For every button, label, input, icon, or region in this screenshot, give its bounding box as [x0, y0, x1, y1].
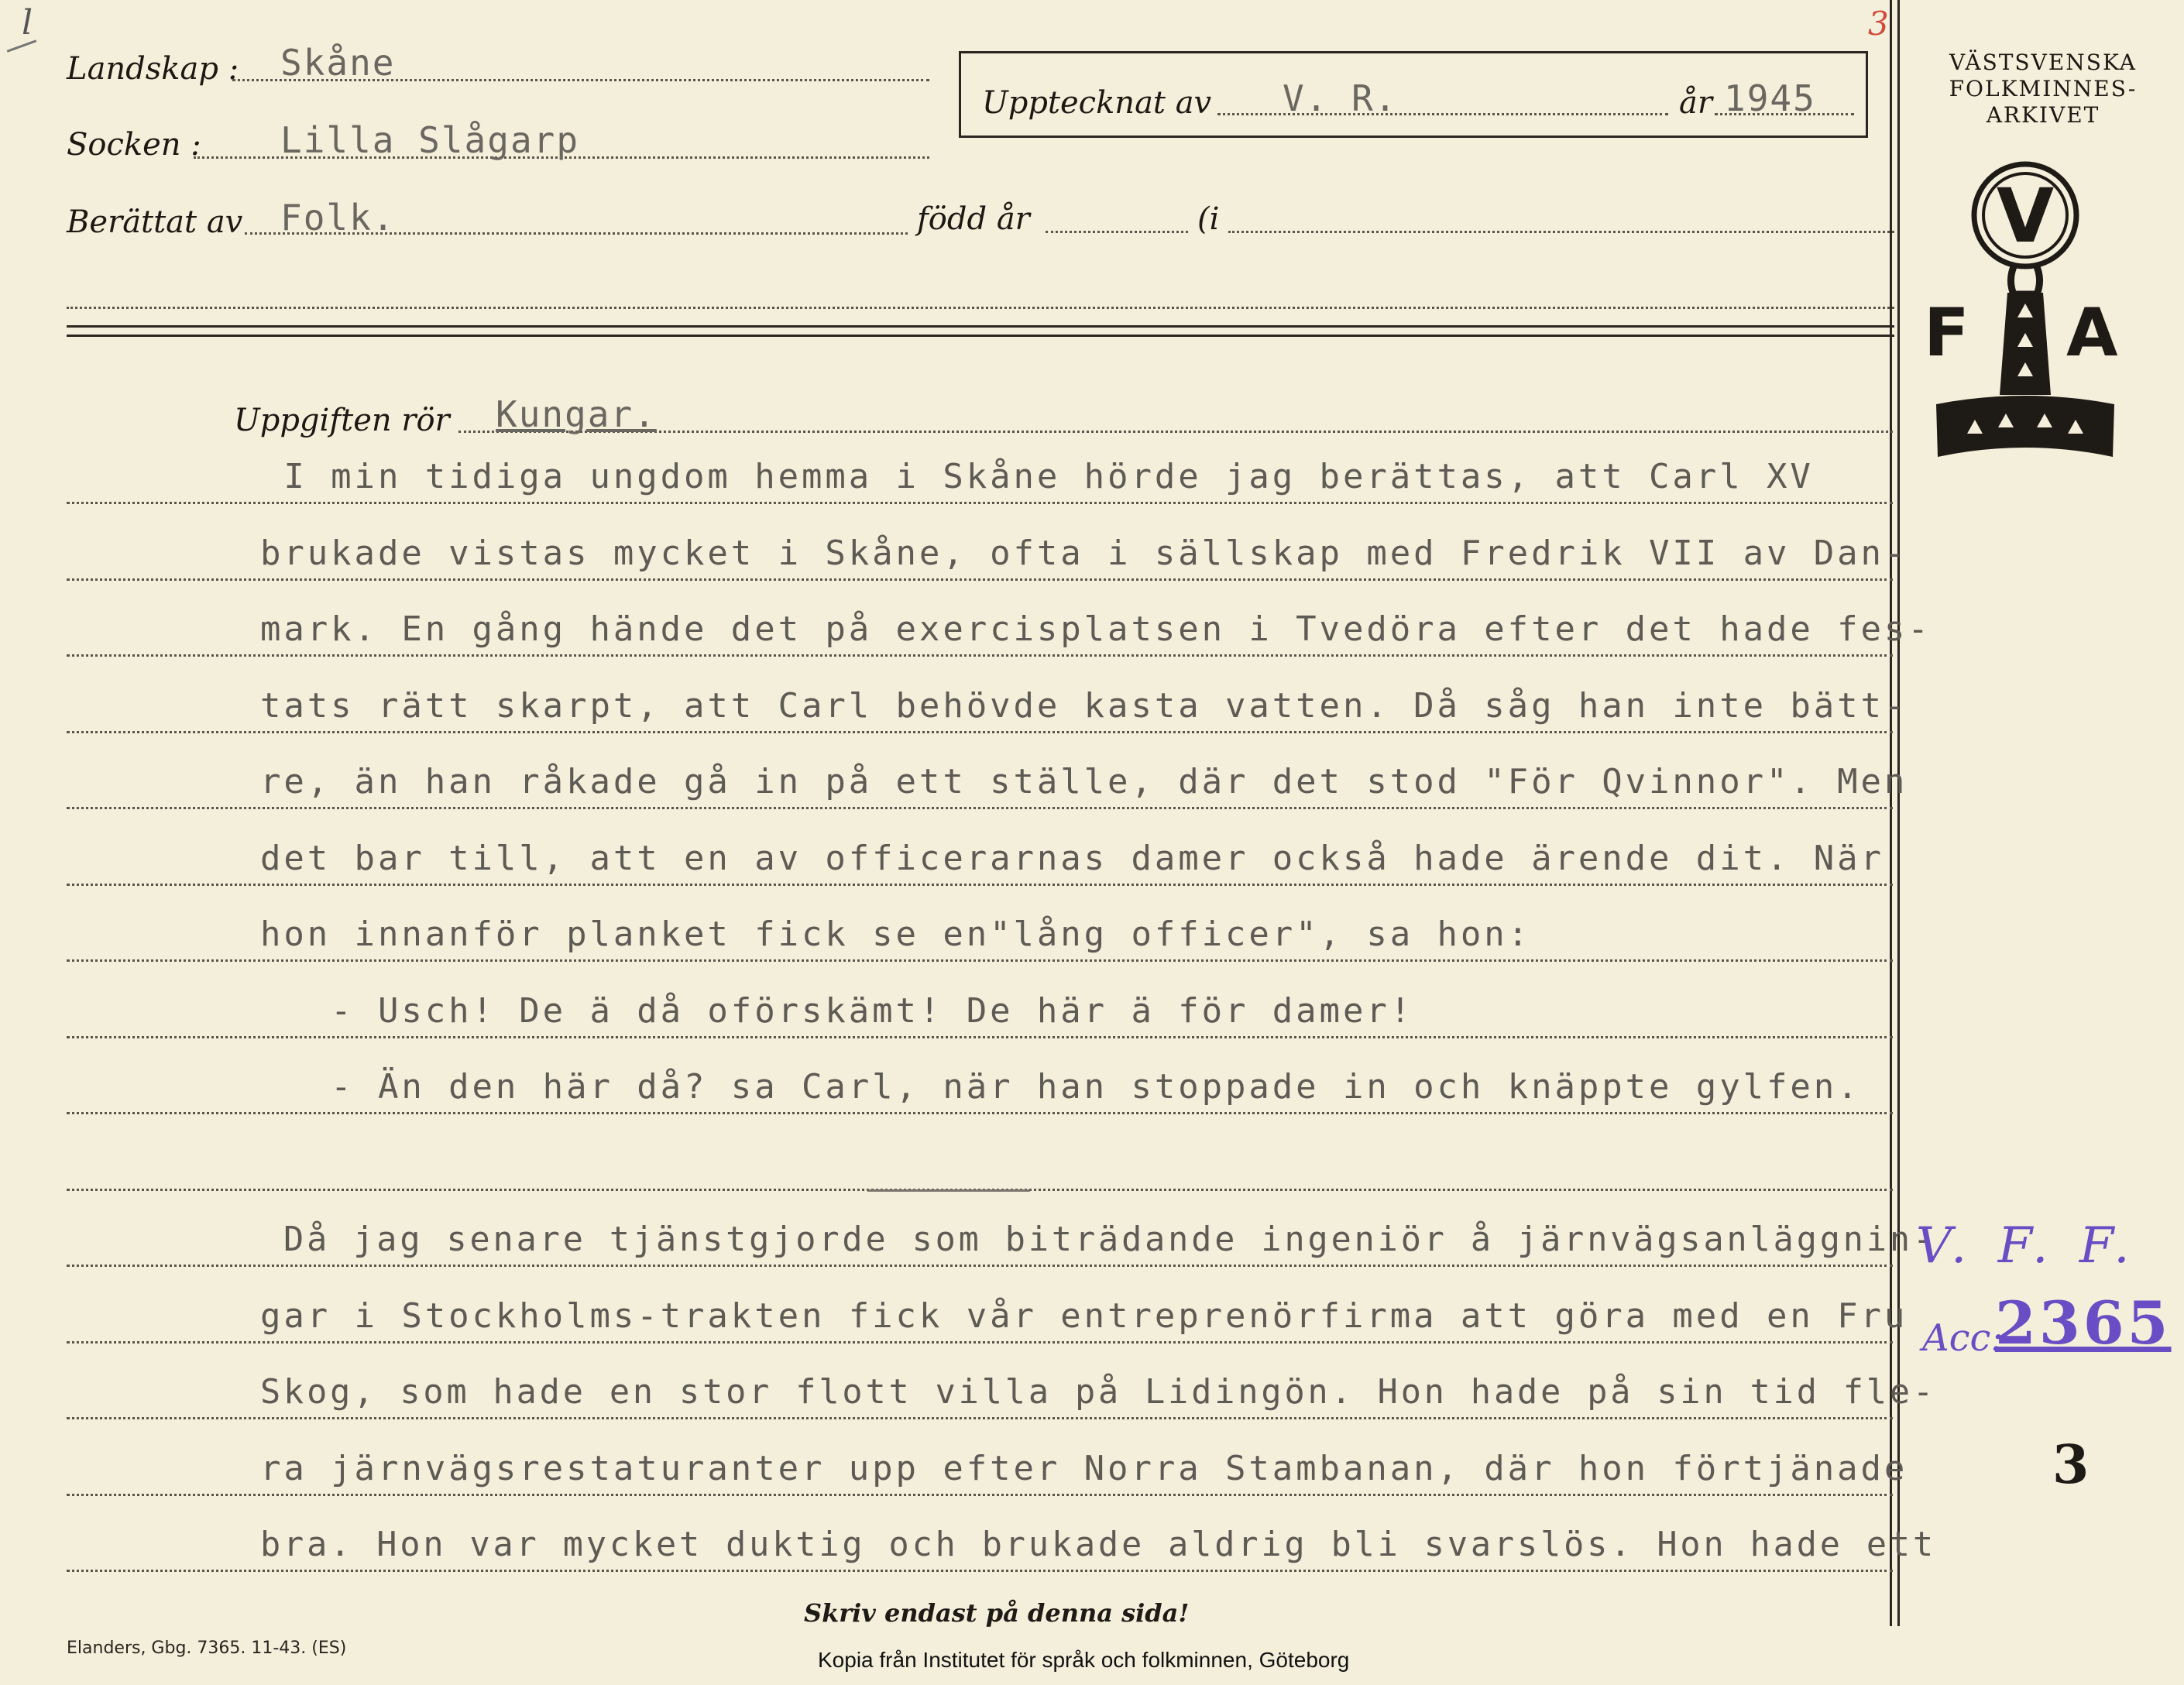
- berattat-label: Berättat av: [67, 204, 243, 240]
- separator-rule-bottom: [67, 335, 1894, 337]
- berattat-value: Folk.: [280, 197, 396, 239]
- body-line: bra. Hon var mycket duktig och brukade aldrig bli svarslös. Hon hade ett: [260, 1525, 1937, 1564]
- separator-rule-top: [67, 325, 1894, 328]
- ar-label: år: [1679, 85, 1712, 121]
- archive-name-line3: ARKIVET: [1986, 102, 2100, 128]
- body-line-dots: [67, 1036, 1893, 1038]
- body-line: I min tidiga ungdom hemma i Skåne hörde jag berättas, att Carl XV: [260, 457, 1814, 496]
- body-line-dots: [67, 1112, 1893, 1114]
- fodd-label: född år: [917, 201, 1030, 237]
- body-line-dots: [67, 731, 1893, 733]
- page-number-red: 3: [1868, 5, 1889, 43]
- svg-text:V: V: [1996, 173, 2055, 259]
- margin-number: 3: [2052, 1434, 2090, 1496]
- socken-label: Socken :: [67, 127, 201, 163]
- ar-value: 1945: [1724, 77, 1816, 119]
- body-line: Skog, som hade en stor flott villa på Lidingön. Hon hade på sin tid fle-: [260, 1372, 1937, 1412]
- body-line: tats rätt skarpt, att Carl behövde kasta vatten. Då såg han inte bätt-: [260, 685, 1908, 726]
- upptecknat-label: Upptecknat av: [982, 85, 1212, 121]
- archive-stamp-acc-number: 2365: [1995, 1289, 2172, 1357]
- instruction-text: Skriv endast på denna sida!: [804, 1598, 1190, 1628]
- extra-dots: [67, 307, 1894, 309]
- corner-mark: l: [22, 3, 33, 43]
- subject-dots: [458, 431, 1893, 433]
- body-line: hon innanför planket fick se en"lång officer", sa hon:: [260, 915, 1532, 954]
- landskap-value: Skåne: [280, 42, 396, 84]
- fodd-dots: [1046, 231, 1188, 233]
- socken-value: Lilla Slågarp: [280, 119, 580, 161]
- body-line-dots: [67, 654, 1893, 657]
- paren-dots: [1228, 231, 1894, 233]
- body-line-dots: [67, 502, 1893, 504]
- body-line-dots: [67, 807, 1893, 809]
- body-line: ra järnvägsrestaturanter upp efter Norra Stambanan, där hon förtjänade: [260, 1448, 1908, 1488]
- logo-letter-a: A: [2066, 294, 2118, 372]
- body-line: brukade vistas mycket i Skåne, ofta i sällskap med Fredrik VII av Dan-: [260, 533, 1908, 573]
- body-line-dots: [67, 1265, 1893, 1267]
- landskap-label: Landskap :: [67, 51, 239, 87]
- archive-stamp-acc-label: Acc:: [1922, 1316, 2004, 1360]
- body-line-dots: [67, 959, 1893, 962]
- body-line: - Usch! De ä då oförskämt! De här ä för damer!: [260, 990, 1414, 1031]
- copy-notice: Kopia från Institutet för språk och folkminnen, Göteborg: [818, 1648, 1350, 1672]
- printer-imprint: Elanders, Gbg. 7365. 11-43. (ES): [67, 1639, 347, 1658]
- subject-value: Kungar.: [496, 393, 657, 435]
- paragraph-divider: [867, 1189, 1030, 1192]
- body-line: gar i Stockholms-trakten fick vår entreprenörfirma att göra med en Fru: [260, 1295, 1908, 1336]
- body-line: mark. En gång hände det på exercisplatsen i Tvedöra efter det hade fes-: [260, 609, 1932, 649]
- subject-label: Uppgiften rör: [234, 403, 450, 438]
- body-line: re, än han råkade gå in på ett ställe, där det stod "För Qvinnor". Men: [260, 762, 1908, 801]
- upptecknat-value: V. R.: [1283, 77, 1398, 119]
- body-line-dots: [67, 1494, 1893, 1496]
- body-line: Då jag senare tjänstgjorde som biträdande ingeniör å järnvägsanläggnin-: [260, 1220, 1937, 1259]
- body-line-dots: [67, 1417, 1893, 1419]
- body-line-dots: [67, 1570, 1893, 1572]
- body-line: det bar till, att en av officerarnas damer också hade ärende dit. När: [260, 838, 1884, 878]
- body-line-dots: [67, 578, 1893, 581]
- archive-name: [1905, 50, 2181, 129]
- body-line-dots: [67, 1341, 1893, 1344]
- body-line: - Än den här då? sa Carl, när han stoppade in och knäppte gylfen.: [260, 1067, 1861, 1107]
- archive-name-line2: FOLKMINNES-: [1949, 76, 2138, 101]
- archive-stamp-vff: V. F. F.: [1916, 1217, 2138, 1275]
- paren-label: (i: [1197, 201, 1220, 237]
- logo-letter-f: F: [1924, 294, 1969, 372]
- archive-name-line1: VÄSTSVENSKA: [1949, 50, 2137, 75]
- body-line-dots: [67, 884, 1893, 886]
